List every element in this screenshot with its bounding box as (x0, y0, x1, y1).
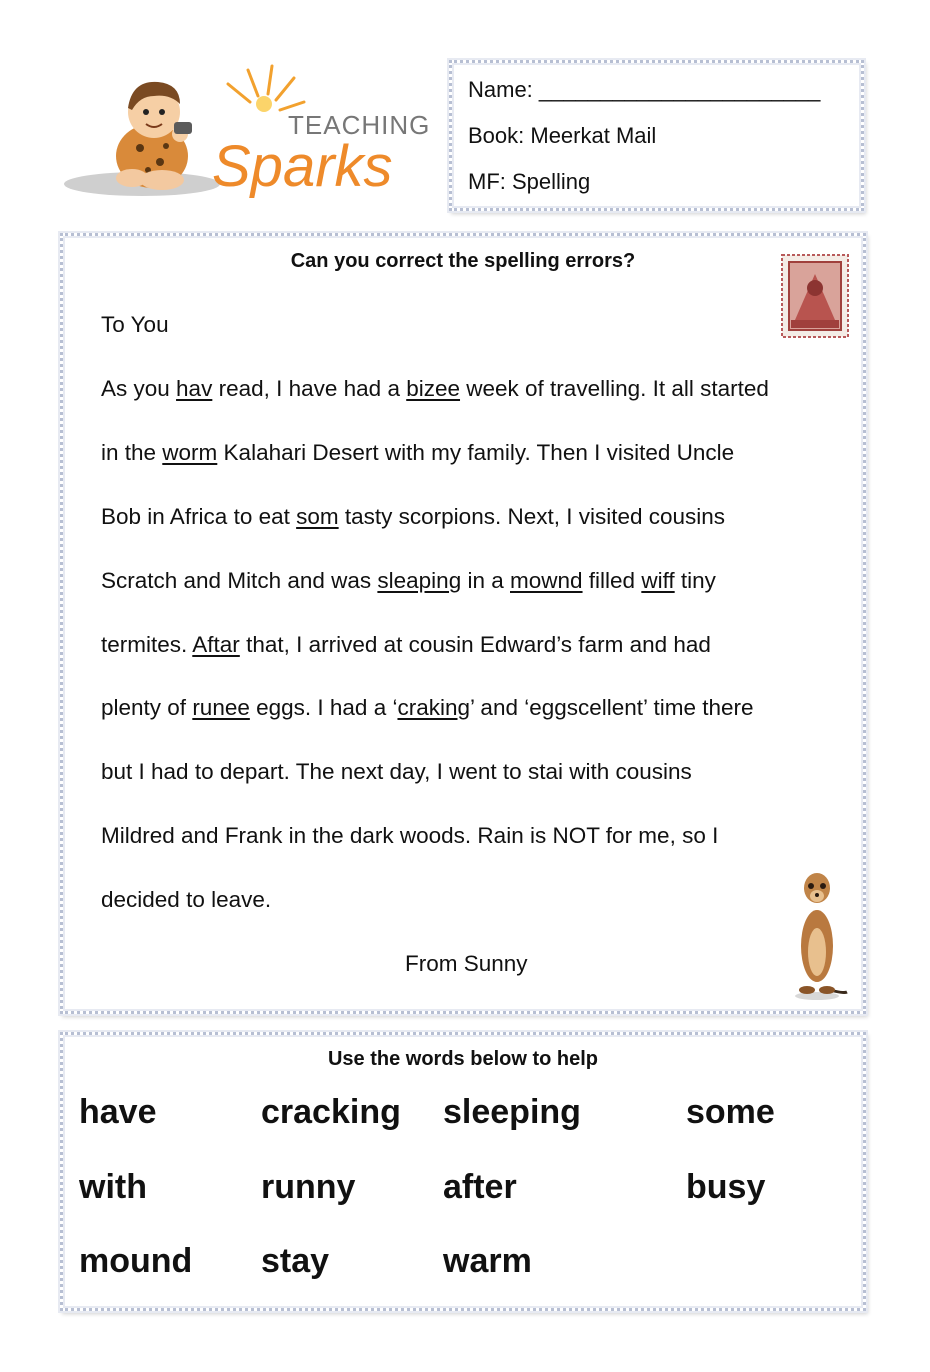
book-label: Book: Meerkat Mail (468, 123, 657, 148)
meerkat-icon (783, 868, 849, 1002)
word-bank-word: mound (79, 1242, 193, 1280)
letter-line (101, 759, 692, 785)
misspelled-word: bizee (406, 376, 461, 401)
letter-text: in the (101, 440, 163, 465)
misspelled-word: craking (397, 695, 471, 720)
letter-line (101, 887, 271, 913)
letter-text: ’ and ‘eggscellent’ time there (470, 695, 754, 720)
name-field[interactable] (468, 77, 820, 103)
letter-line (101, 695, 754, 721)
caveman-mascot-icon (62, 58, 434, 210)
svg-text:TEACHING: TEACHING (288, 110, 431, 140)
letter-text: week of travelling. It all started (460, 376, 769, 401)
letter-line (101, 568, 716, 594)
letter-text: but I had to depart. The next day, I went to stai with cousins (101, 759, 692, 784)
student-info-box (449, 60, 864, 211)
letter-signoff: From Sunny (405, 951, 528, 976)
word-bank-word: with (79, 1168, 147, 1206)
teaching-sparks-logo (62, 58, 434, 210)
letter-line (101, 504, 725, 530)
word-bank-word: sleeping (443, 1093, 581, 1131)
letter-greeting: To You (101, 312, 169, 337)
egypt-postage-stamp-icon (781, 254, 849, 338)
letter-text: filled (582, 568, 642, 593)
word-bank-word: have (79, 1093, 157, 1131)
letter-text: tasty scorpions. Next, I visited cousins (338, 504, 726, 529)
letter-title: Can you correct the spelling errors? (290, 250, 636, 272)
word-bank-word: cracking (261, 1093, 401, 1131)
word-bank-title: Use the words below to help (327, 1048, 599, 1070)
letter-text: read, I have had a (212, 376, 407, 401)
letter-box (60, 233, 866, 1014)
misspelled-word: som (296, 504, 339, 529)
misspelled-word: worm (162, 440, 218, 465)
word-bank-word: stay (261, 1242, 330, 1280)
misspelled-word: mownd (510, 568, 583, 593)
letter-text: Scratch and Mitch and was (101, 568, 378, 593)
letter-text: Kalahari Desert with my family. Then I visited Uncle (217, 440, 735, 465)
letter-text: eggs. I had a ‘ (249, 695, 398, 720)
word-bank-box (60, 1032, 866, 1311)
svg-text:Sparks: Sparks (212, 134, 393, 199)
name-blank: _______________________ (538, 77, 821, 102)
word-bank-word: warm (443, 1242, 532, 1280)
word-bank-word: after (443, 1168, 517, 1206)
word-bank-word: runny (261, 1168, 356, 1206)
misspelled-word: sleaping (377, 568, 462, 593)
letter-text: As you (101, 376, 177, 401)
misspelled-word: runee (192, 695, 250, 720)
letter-text: plenty of (101, 695, 193, 720)
name-label: Name: (468, 77, 539, 102)
letter-text: tiny (674, 568, 716, 593)
word-bank-word: some (686, 1093, 775, 1131)
letter-text: termites. (101, 632, 193, 657)
letter-line (101, 823, 718, 849)
mf-label: MF: Spelling (468, 169, 591, 194)
letter-text: decided to leave. (101, 887, 272, 912)
letter-line (101, 440, 734, 466)
letter-text: that, I arrived at cousin Edward’s farm and had (239, 632, 711, 657)
letter-text: Mildred and Frank in the dark woods. Rain is NOT for me, so I (101, 823, 719, 848)
letter-text: Bob in Africa to eat (101, 504, 297, 529)
word-bank-word: busy (686, 1168, 766, 1206)
letter-text: in a (461, 568, 510, 593)
misspelled-word: hav (176, 376, 213, 401)
letter-line (101, 376, 769, 402)
letter-line (101, 632, 711, 658)
misspelled-word: Aftar (192, 632, 240, 657)
misspelled-word: wiff (641, 568, 675, 593)
